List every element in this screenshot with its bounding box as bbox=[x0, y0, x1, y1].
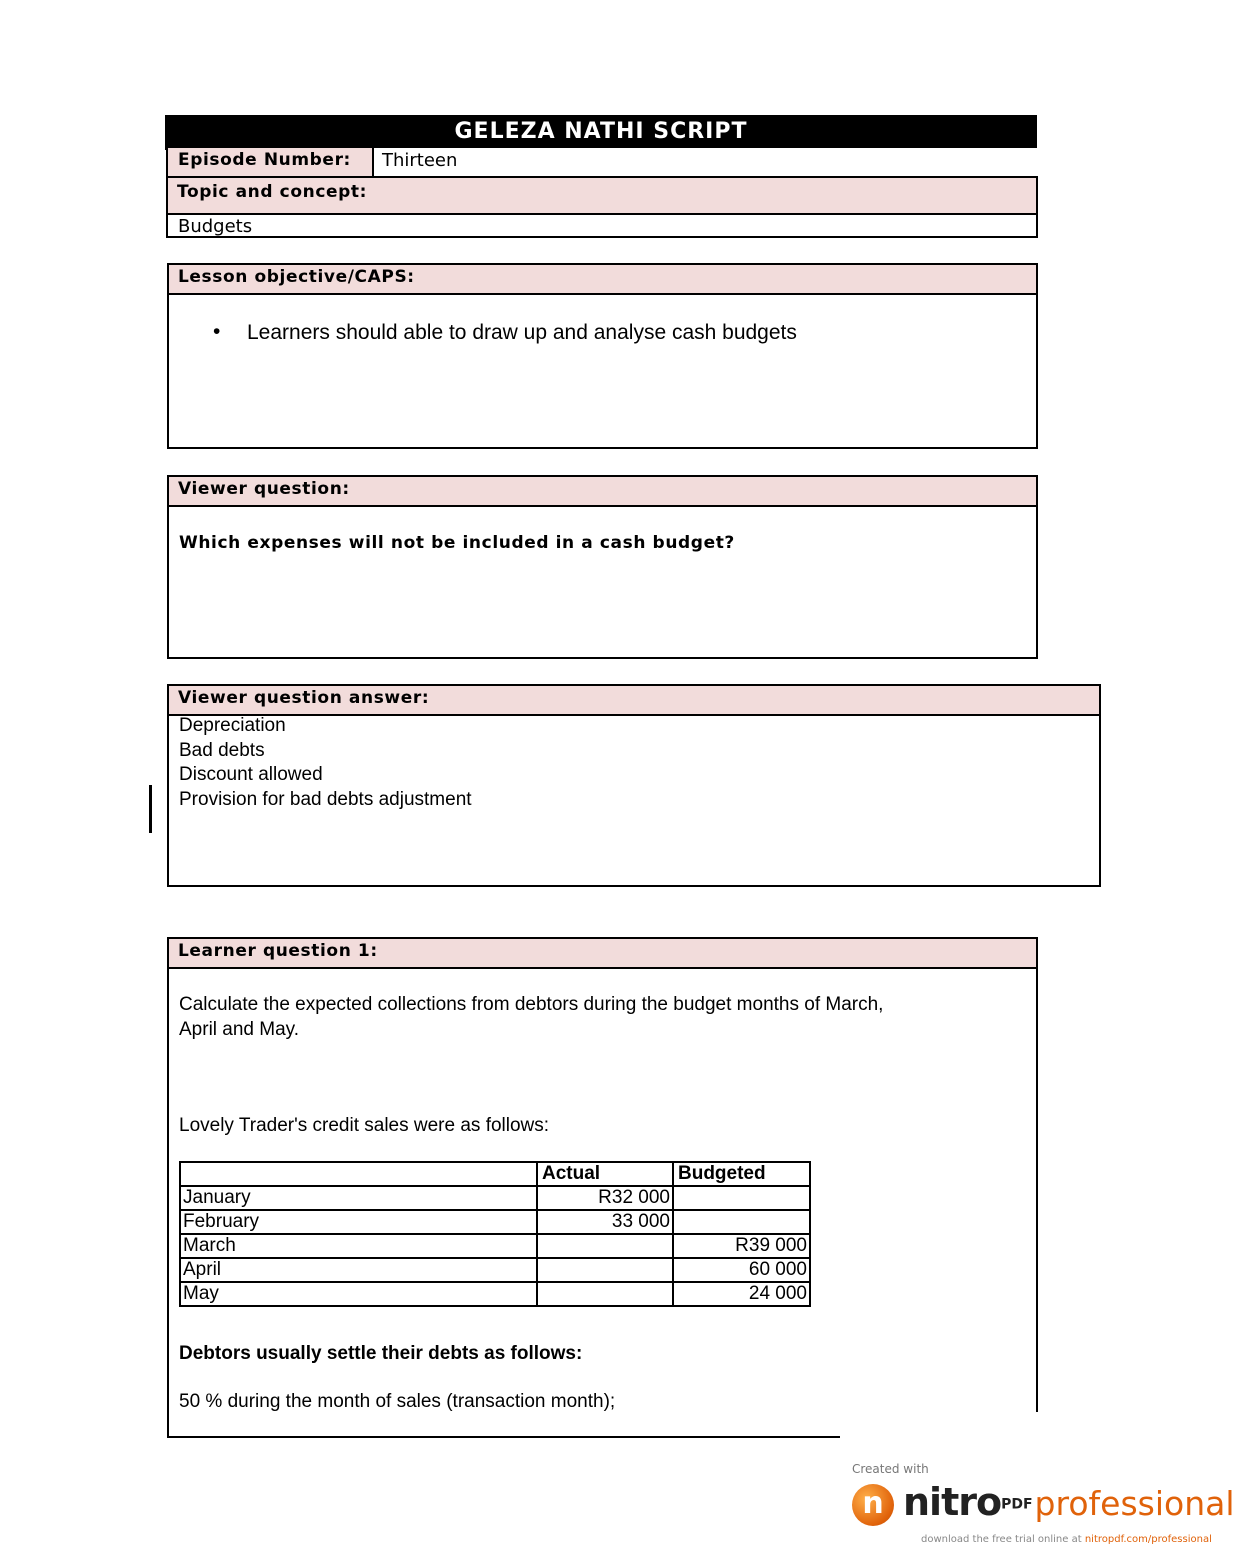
brand-sup: PDF bbox=[1001, 1496, 1033, 1513]
learner-question-box bbox=[167, 937, 1038, 1437]
viewer-question-box bbox=[167, 475, 1038, 659]
objective-label: Lesson objective/CAPS: bbox=[169, 265, 1036, 295]
sales-intro: Lovely Trader's credit sales were as follows: bbox=[179, 1115, 550, 1136]
tagline-link[interactable]: nitropdf.com/professional bbox=[1084, 1534, 1212, 1545]
episode-label: Episode Number: bbox=[178, 150, 351, 170]
table-cell bbox=[537, 1282, 673, 1306]
viewer-question-label: Viewer question: bbox=[169, 477, 1036, 507]
table-cell: January bbox=[180, 1186, 537, 1210]
table-cell: April bbox=[180, 1258, 537, 1282]
episode-row bbox=[166, 148, 1038, 178]
script-title: GELEZA NATHI SCRIPT bbox=[165, 115, 1037, 150]
nitro-tagline bbox=[921, 1534, 1212, 1545]
instruction-line: April and May. bbox=[179, 1019, 300, 1040]
answer-item: Discount allowed bbox=[179, 764, 323, 785]
answer-item: Provision for bad debts adjustment bbox=[179, 788, 472, 810]
nitro-badge-icon: n bbox=[852, 1484, 894, 1526]
table-row bbox=[180, 1210, 810, 1234]
table-cell bbox=[537, 1258, 673, 1282]
table-cell bbox=[537, 1234, 673, 1258]
table-header-row bbox=[180, 1162, 810, 1186]
learner-instruction bbox=[179, 992, 883, 1042]
answer-list bbox=[179, 714, 472, 812]
created-with-text: Created with bbox=[852, 1462, 929, 1476]
brand-suffix: professional bbox=[1034, 1484, 1235, 1523]
table-cell: 24 000 bbox=[673, 1282, 810, 1306]
objective-box bbox=[167, 263, 1038, 449]
table-row bbox=[180, 1282, 810, 1306]
table-header: Actual bbox=[537, 1162, 673, 1186]
table-cell: May bbox=[180, 1282, 537, 1306]
table-cell: 33 000 bbox=[537, 1210, 673, 1234]
topic-box bbox=[166, 176, 1038, 238]
table-cell: 60 000 bbox=[673, 1258, 810, 1282]
table-row bbox=[180, 1258, 810, 1282]
table-cell: February bbox=[180, 1210, 537, 1234]
learner-question-label: Learner question 1: bbox=[169, 939, 1036, 969]
learner-box-right-mask bbox=[1034, 1412, 1040, 1440]
table-cell: R32 000 bbox=[537, 1186, 673, 1210]
brand-name: nitro bbox=[903, 1480, 1002, 1524]
settle-line: 50 % during the month of sales (transaction month); bbox=[179, 1391, 616, 1412]
episode-value-cell bbox=[372, 148, 1038, 176]
viewer-question-text: Which expenses will not be included in a cash budget? bbox=[179, 533, 735, 553]
topic-label: Topic and concept: bbox=[168, 178, 1036, 215]
viewer-answer-box bbox=[167, 684, 1101, 887]
answer-item: Depreciation bbox=[179, 715, 286, 736]
nitro-wordmark bbox=[903, 1480, 1235, 1524]
text-cursor-mark bbox=[149, 785, 152, 833]
table-cell: R39 000 bbox=[673, 1234, 810, 1258]
table-row bbox=[180, 1186, 810, 1210]
table-header: Budgeted bbox=[673, 1162, 810, 1186]
learner-box-bottom-border bbox=[167, 1436, 840, 1438]
viewer-answer-label: Viewer question answer: bbox=[169, 686, 1099, 716]
nitro-logo bbox=[851, 1462, 1235, 1562]
table-row bbox=[180, 1234, 810, 1258]
bullet-icon: • bbox=[213, 320, 221, 343]
table-cell: March bbox=[180, 1234, 537, 1258]
answer-item: Bad debts bbox=[179, 739, 265, 761]
topic-value: Budgets bbox=[178, 216, 253, 237]
settle-heading: Debtors usually settle their debts as follows: bbox=[179, 1343, 583, 1364]
tagline-prefix: download the free trial online at bbox=[921, 1534, 1085, 1545]
instruction-line: Calculate the expected collections from debtors during the budget months of March, bbox=[179, 994, 884, 1015]
table-header bbox=[180, 1162, 537, 1186]
objective-text: Learners should able to draw up and analyse cash budgets bbox=[247, 321, 797, 344]
table-cell bbox=[673, 1210, 810, 1234]
table-cell bbox=[673, 1186, 810, 1210]
credit-sales-table bbox=[179, 1161, 811, 1307]
episode-value: Thirteen bbox=[382, 150, 458, 171]
